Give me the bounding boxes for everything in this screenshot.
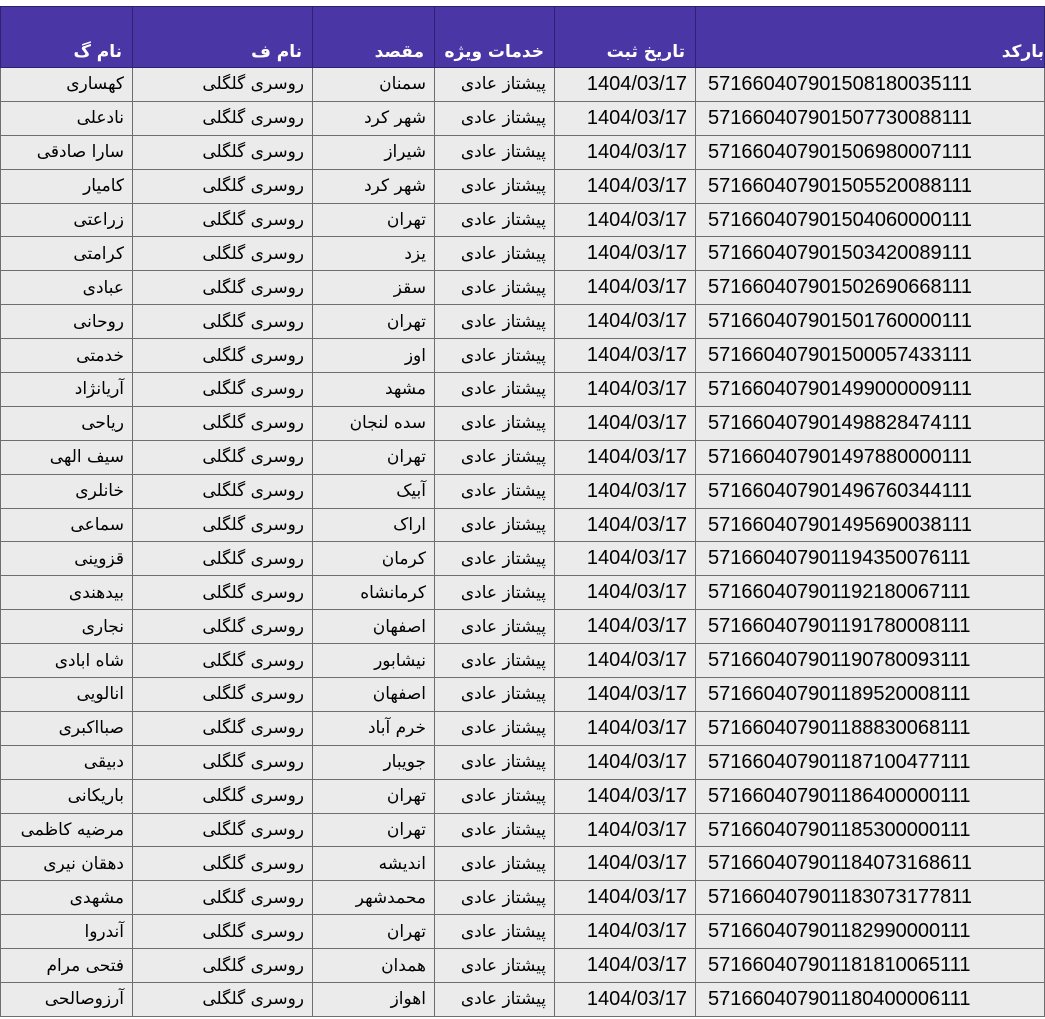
barcode-cell: 571660407901496760344111 xyxy=(696,474,1045,508)
registration-date-cell: 1404/03/17 xyxy=(555,135,696,169)
barcode-cell: 571660407901182990000111 xyxy=(696,915,1045,949)
special-service-cell: پیشتاز عادی xyxy=(435,915,555,949)
table-row xyxy=(1,508,1045,542)
sender-name-cell: روسری گلگلی xyxy=(133,135,313,169)
table-row xyxy=(1,678,1045,712)
table-row xyxy=(1,305,1045,339)
receiver-name-cell: سماعی xyxy=(1,508,133,542)
special-service-cell: پیشتاز عادی xyxy=(435,508,555,542)
receiver-name-cell: سارا صادقی xyxy=(1,135,133,169)
sender-name-cell: روسری گلگلی xyxy=(133,881,313,915)
barcode-cell: 571660407901185300000111 xyxy=(696,813,1045,847)
destination-cell: همدان xyxy=(313,949,435,983)
registration-date-cell: 1404/03/17 xyxy=(555,169,696,203)
receiver-name-cell: خانلری xyxy=(1,474,133,508)
registration-date-cell: 1404/03/17 xyxy=(555,68,696,102)
destination-cell: نیشابور xyxy=(313,644,435,678)
table-row xyxy=(1,881,1045,915)
destination-cell: شیراز xyxy=(313,135,435,169)
special-service-cell: پیشتاز عادی xyxy=(435,542,555,576)
sender-name-cell: روسری گلگلی xyxy=(133,271,313,305)
special-service-cell: پیشتاز عادی xyxy=(435,610,555,644)
receiver-name-cell: آرزوصالحی xyxy=(1,983,133,1017)
special-service-cell: پیشتاز عادی xyxy=(435,271,555,305)
destination-cell: اصفهان xyxy=(313,678,435,712)
receiver-name-cell: انالویی xyxy=(1,678,133,712)
special-service-cell: پیشتاز عادی xyxy=(435,203,555,237)
destination-cell: مشهد xyxy=(313,373,435,407)
special-service-header: خدمات ویژه xyxy=(435,7,555,68)
special-service-cell: پیشتاز عادی xyxy=(435,711,555,745)
barcode-cell: 571660407901184073168611 xyxy=(696,847,1045,881)
sender-name-cell: روسری گلگلی xyxy=(133,847,313,881)
destination-cell: اوز xyxy=(313,339,435,373)
receiver-name-cell: باریکانی xyxy=(1,779,133,813)
destination-cell: تهران xyxy=(313,915,435,949)
destination-cell: سده لنجان xyxy=(313,406,435,440)
barcode-cell: 571660407901504060000111 xyxy=(696,203,1045,237)
receiver-name-cell: کرامتی xyxy=(1,237,133,271)
destination-cell: تهران xyxy=(313,203,435,237)
destination-cell: جویبار xyxy=(313,745,435,779)
barcode-cell: 571660407901180400006111 xyxy=(696,983,1045,1017)
table-row xyxy=(1,68,1045,102)
destination-cell: اهواز xyxy=(313,983,435,1017)
registration-date-header: تاریخ ثبت xyxy=(555,7,696,68)
barcode-cell: 571660407901187100477111 xyxy=(696,745,1045,779)
special-service-cell: پیشتاز عادی xyxy=(435,135,555,169)
barcode-header: بارکد xyxy=(696,7,1045,68)
sender-name-header: نام ف xyxy=(133,7,313,68)
sender-name-cell: روسری گلگلی xyxy=(133,610,313,644)
destination-cell: شهر کرد xyxy=(313,169,435,203)
sender-name-cell: روسری گلگلی xyxy=(133,68,313,102)
sender-name-cell: روسری گلگلی xyxy=(133,576,313,610)
special-service-cell: پیشتاز عادی xyxy=(435,678,555,712)
sender-name-cell: روسری گلگلی xyxy=(133,101,313,135)
receiver-name-cell: قزوینی xyxy=(1,542,133,576)
registration-date-cell: 1404/03/17 xyxy=(555,779,696,813)
registration-date-cell: 1404/03/17 xyxy=(555,542,696,576)
receiver-name-cell: صبااکبری xyxy=(1,711,133,745)
barcode-cell: 571660407901508180035111 xyxy=(696,68,1045,102)
special-service-cell: پیشتاز عادی xyxy=(435,237,555,271)
receiver-name-cell: زراعتی xyxy=(1,203,133,237)
destination-cell: خرم آباد xyxy=(313,711,435,745)
special-service-cell: پیشتاز عادی xyxy=(435,983,555,1017)
sender-name-cell: روسری گلگلی xyxy=(133,339,313,373)
receiver-name-cell: دهقان نیری xyxy=(1,847,133,881)
table-row xyxy=(1,983,1045,1017)
table-row xyxy=(1,203,1045,237)
special-service-cell: پیشتاز عادی xyxy=(435,949,555,983)
special-service-cell: پیشتاز عادی xyxy=(435,440,555,474)
sender-name-cell: روسری گلگلی xyxy=(133,745,313,779)
barcode-cell: 571660407901183073177811 xyxy=(696,881,1045,915)
registration-date-cell: 1404/03/17 xyxy=(555,440,696,474)
destination-cell: تهران xyxy=(313,440,435,474)
special-service-cell: پیشتاز عادی xyxy=(435,305,555,339)
special-service-cell: پیشتاز عادی xyxy=(435,68,555,102)
sender-name-cell: روسری گلگلی xyxy=(133,508,313,542)
registration-date-cell: 1404/03/17 xyxy=(555,339,696,373)
registration-date-cell: 1404/03/17 xyxy=(555,305,696,339)
registration-date-cell: 1404/03/17 xyxy=(555,271,696,305)
barcode-cell: 571660407901186400000111 xyxy=(696,779,1045,813)
special-service-cell: پیشتاز عادی xyxy=(435,847,555,881)
special-service-cell: پیشتاز عادی xyxy=(435,474,555,508)
table-row xyxy=(1,711,1045,745)
destination-cell: تهران xyxy=(313,779,435,813)
table-row xyxy=(1,440,1045,474)
special-service-cell: پیشتاز عادی xyxy=(435,339,555,373)
receiver-name-cell: فتحی مرام xyxy=(1,949,133,983)
receiver-name-cell: نجاری xyxy=(1,610,133,644)
barcode-cell: 571660407901189520008111 xyxy=(696,678,1045,712)
receiver-name-cell: نادعلی xyxy=(1,101,133,135)
shipment-sheet xyxy=(0,6,1044,1019)
special-service-cell: پیشتاز عادی xyxy=(435,644,555,678)
table-row xyxy=(1,644,1045,678)
barcode-cell: 571660407901497880000111 xyxy=(696,440,1045,474)
shipments-table xyxy=(0,6,1045,1017)
special-service-cell: پیشتاز عادی xyxy=(435,169,555,203)
destination-cell: اندیشه xyxy=(313,847,435,881)
sender-name-cell: روسری گلگلی xyxy=(133,949,313,983)
receiver-name-cell: کهساری xyxy=(1,68,133,102)
registration-date-cell: 1404/03/17 xyxy=(555,101,696,135)
registration-date-cell: 1404/03/17 xyxy=(555,474,696,508)
destination-cell: تهران xyxy=(313,305,435,339)
registration-date-cell: 1404/03/17 xyxy=(555,576,696,610)
barcode-cell: 571660407901502690668111 xyxy=(696,271,1045,305)
special-service-cell: پیشتاز عادی xyxy=(435,406,555,440)
receiver-name-cell: خدمتی xyxy=(1,339,133,373)
receiver-name-cell: دبیقی xyxy=(1,745,133,779)
special-service-cell: پیشتاز عادی xyxy=(435,813,555,847)
registration-date-cell: 1404/03/17 xyxy=(555,508,696,542)
destination-cell: اراک xyxy=(313,508,435,542)
receiver-name-cell: شاه ابادی xyxy=(1,644,133,678)
table-body xyxy=(1,68,1045,1017)
registration-date-cell: 1404/03/17 xyxy=(555,610,696,644)
registration-date-cell: 1404/03/17 xyxy=(555,949,696,983)
receiver-name-cell: آندروا xyxy=(1,915,133,949)
barcode-cell: 571660407901507730088111 xyxy=(696,101,1045,135)
registration-date-cell: 1404/03/17 xyxy=(555,203,696,237)
table-row xyxy=(1,271,1045,305)
table-row xyxy=(1,813,1045,847)
special-service-cell: پیشتاز عادی xyxy=(435,881,555,915)
sender-name-cell: روسری گلگلی xyxy=(133,779,313,813)
sender-name-cell: روسری گلگلی xyxy=(133,373,313,407)
barcode-cell: 571660407901190780093111 xyxy=(696,644,1045,678)
special-service-cell: پیشتاز عادی xyxy=(435,779,555,813)
table-row xyxy=(1,169,1045,203)
registration-date-cell: 1404/03/17 xyxy=(555,711,696,745)
destination-cell: تهران xyxy=(313,813,435,847)
sender-name-cell: روسری گلگلی xyxy=(133,440,313,474)
table-row xyxy=(1,915,1045,949)
receiver-name-cell: کامیار xyxy=(1,169,133,203)
receiver-name-cell: روحانی xyxy=(1,305,133,339)
destination-header: مقصد xyxy=(313,7,435,68)
sender-name-cell: روسری گلگلی xyxy=(133,203,313,237)
destination-cell: اصفهان xyxy=(313,610,435,644)
sender-name-cell: روسری گلگلی xyxy=(133,813,313,847)
receiver-name-cell: آریانژاد xyxy=(1,373,133,407)
registration-date-cell: 1404/03/17 xyxy=(555,847,696,881)
special-service-cell: پیشتاز عادی xyxy=(435,745,555,779)
special-service-cell: پیشتاز عادی xyxy=(435,101,555,135)
registration-date-cell: 1404/03/17 xyxy=(555,915,696,949)
table-row xyxy=(1,610,1045,644)
barcode-cell: 571660407901188830068111 xyxy=(696,711,1045,745)
registration-date-cell: 1404/03/17 xyxy=(555,678,696,712)
barcode-cell: 571660407901506980007111 xyxy=(696,135,1045,169)
destination-cell: کرمانشاه xyxy=(313,576,435,610)
registration-date-cell: 1404/03/17 xyxy=(555,237,696,271)
sender-name-cell: روسری گلگلی xyxy=(133,711,313,745)
barcode-cell: 571660407901495690038111 xyxy=(696,508,1045,542)
table-row xyxy=(1,135,1045,169)
table-row xyxy=(1,745,1045,779)
receiver-name-cell: عبادی xyxy=(1,271,133,305)
receiver-name-header: نام گ xyxy=(1,7,133,68)
sender-name-cell: روسری گلگلی xyxy=(133,915,313,949)
destination-cell: سقز xyxy=(313,271,435,305)
table-row xyxy=(1,847,1045,881)
registration-date-cell: 1404/03/17 xyxy=(555,813,696,847)
table-row xyxy=(1,949,1045,983)
barcode-cell: 571660407901500057433111 xyxy=(696,339,1045,373)
barcode-cell: 571660407901505520088111 xyxy=(696,169,1045,203)
barcode-cell: 571660407901501760000111 xyxy=(696,305,1045,339)
barcode-cell: 571660407901499000009111 xyxy=(696,373,1045,407)
sender-name-cell: روسری گلگلی xyxy=(133,678,313,712)
receiver-name-cell: سیف الهی xyxy=(1,440,133,474)
destination-cell: کرمان xyxy=(313,542,435,576)
destination-cell: سمنان xyxy=(313,68,435,102)
special-service-cell: پیشتاز عادی xyxy=(435,373,555,407)
barcode-cell: 571660407901191780008111 xyxy=(696,610,1045,644)
receiver-name-cell: مرضیه کاظمی xyxy=(1,813,133,847)
barcode-cell: 571660407901181810065111 xyxy=(696,949,1045,983)
destination-cell: محمدشهر xyxy=(313,881,435,915)
registration-date-cell: 1404/03/17 xyxy=(555,745,696,779)
receiver-name-cell: مشهدی xyxy=(1,881,133,915)
table-row xyxy=(1,339,1045,373)
sender-name-cell: روسری گلگلی xyxy=(133,474,313,508)
destination-cell: آبیک xyxy=(313,474,435,508)
table-row xyxy=(1,779,1045,813)
destination-cell: شهر کرد xyxy=(313,101,435,135)
table-row xyxy=(1,373,1045,407)
sender-name-cell: روسری گلگلی xyxy=(133,169,313,203)
barcode-cell: 571660407901192180067111 xyxy=(696,576,1045,610)
sender-name-cell: روسری گلگلی xyxy=(133,406,313,440)
table-row xyxy=(1,237,1045,271)
sender-name-cell: روسری گلگلی xyxy=(133,644,313,678)
destination-cell: یزد xyxy=(313,237,435,271)
sender-name-cell: روسری گلگلی xyxy=(133,237,313,271)
barcode-cell: 571660407901194350076111 xyxy=(696,542,1045,576)
barcode-cell: 571660407901503420089111 xyxy=(696,237,1045,271)
table-row xyxy=(1,576,1045,610)
table-row xyxy=(1,474,1045,508)
receiver-name-cell: بیدهندی xyxy=(1,576,133,610)
registration-date-cell: 1404/03/17 xyxy=(555,983,696,1017)
header-row xyxy=(1,7,1045,68)
sender-name-cell: روسری گلگلی xyxy=(133,983,313,1017)
receiver-name-cell: ریاحی xyxy=(1,406,133,440)
table-row xyxy=(1,101,1045,135)
registration-date-cell: 1404/03/17 xyxy=(555,406,696,440)
table-row xyxy=(1,542,1045,576)
registration-date-cell: 1404/03/17 xyxy=(555,881,696,915)
table-row xyxy=(1,406,1045,440)
sender-name-cell: روسری گلگلی xyxy=(133,305,313,339)
registration-date-cell: 1404/03/17 xyxy=(555,373,696,407)
registration-date-cell: 1404/03/17 xyxy=(555,644,696,678)
barcode-cell: 571660407901498828474111 xyxy=(696,406,1045,440)
sender-name-cell: روسری گلگلی xyxy=(133,542,313,576)
special-service-cell: پیشتاز عادی xyxy=(435,576,555,610)
